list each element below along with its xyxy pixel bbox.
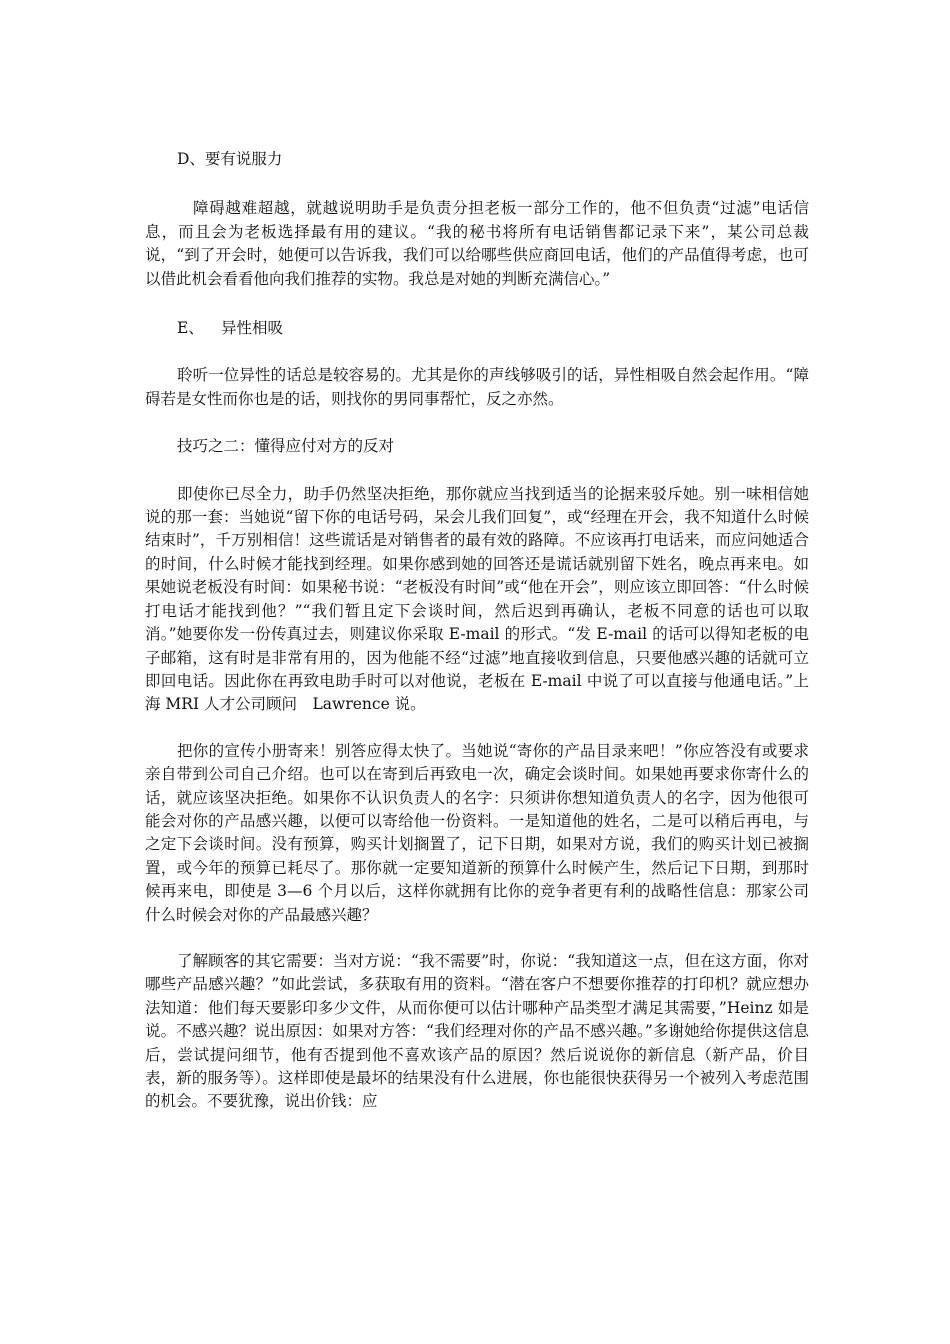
section-e-title: 异性相吸 (221, 319, 284, 338)
section-e-letter: E、 (177, 319, 204, 338)
paragraph-spacer (145, 459, 809, 483)
paragraph-spacer (145, 411, 809, 435)
section-e-paragraph: 聆听一位异性的话总是较容易的。尤其是你的声线够吸引的话，异性相吸自然会起作用。“障碍若是女性而你也是的话，则找你的男同事帮忙，反之亦然。 (145, 366, 809, 408)
paragraph-spacer (145, 171, 809, 197)
section-d-paragraph: 障碍越难超越，就越说明助手是负责分担老板一部分工作的，他不但负责“过滤”电话信息，而且会为老板选择最有用的建议。“我的秘书将所有电话销售都记录下来”，某公司总裁说，“到了开会时，她便可以告诉我，我们可以给哪些供应商回电话，他们的产品值得考虑，也可以借此机会看看他向我们推荐的实物。我总是对她的判断充满信心。” (145, 199, 809, 288)
document-body (145, 148, 809, 1114)
tip-two-paragraph-1: 即使你已尽全力，助手仍然坚决拒绝，那你就应当找到适当的论据来驳斥她。别一味相信她说的那一套：当她说“留下你的电话号码，呆会儿我们回复”，或“经理在开会，我不知道什么时候结束时”，千万别相信！这些谎话是对销售者的最有效的路障。不应该再打电话来，而应问她适合的时间，什么时候才能找到经理。如果你感到她的回答还是谎话就别留下姓名，晚点再来电。如果她说老板没有时间：如果秘书说：“老板没有时间”或“他在开会”，则应该立即回答：“什么时候打电话才能找到他？”“我们暂且定下会谈时间，然后迟到再确认，老板不同意的话也可以取消。”她要你发一份传真过去，则建议你采取 E-mail 的形式。“发 E-mail 的话可以得知老板的电子邮箱，这有时是非常有用的，因为他能不经“过滤”地直接收到信息，只要他感兴趣的话就可立即回电话。因此你在再致电助手时可以对他说，老板在 E-mail 中说了可以直接与他通电话。”上海 MRI 人才公司顾问 Lawrence 说。 (145, 484, 809, 714)
tip-two-paragraph-2: 把你的宣传小册寄来！别答应得太快了。当她说“寄你的产品目录来吧！”你应答没有或要求亲自带到公司自己介绍。也可以在寄到后再致电一次，确定会谈时间。如果她再要求你寄什么的话，就应该坚决拒绝。如果你不认识负责人的名字：只须讲你想知道负责人的名字，因为他很可能会对你的产品感兴趣，以便可以寄给他一份资料。一是知道他的姓名，二是可以稍后再电，与之定下会谈时间。没有预算，购买计划搁置了，记下日期，如果对方说，我们的购买计划已被搁置，或今年的预算已耗尽了。那你就一定要知道新的预算什么时候产生，然后记下日期，到那时候再来电，即使是 3—6 个月以后，这样你就拥有比你的竞争者更有利的战略性信息：那家公司什么时候会对你的产品最感兴趣？ (145, 741, 809, 924)
section-d-heading: D、要有说服力 (177, 150, 283, 168)
paragraph-spacer (145, 717, 809, 740)
paragraph-spacer (145, 291, 809, 317)
section-e-heading (145, 317, 809, 340)
tip-two-heading: 技巧之二：懂得应付对方的反对 (177, 437, 395, 456)
paragraph-spacer (145, 340, 809, 364)
paragraph-spacer (145, 927, 809, 950)
tip-two-paragraph-3: 了解顾客的其它需要：当对方说：“我不需要”时，你说：“我知道这一点，但在这方面，你对哪些产品感兴趣？”如此尝试，多获取有用的资料。“潜在客户不想要你推荐的打印机？就应想办法知道：他们每天要影印多少文件，从而你便可以估计哪种产品类型才满足其需要，”Heinz 如是说。不感兴趣？说出原因：如果对方答：“我们经理对你的产品不感兴趣。”多谢她给你提供这信息后，尝试提问细节，他有否提到他不喜欢该产品的原因？然后说说你的新信息（新产品，价目表，新的服务等）。这样即使是最坏的结果没有什么进展，你也能很快获得另一个被列入考虑范围的机会。不要犹豫，说出价钱：应 (145, 951, 809, 1111)
